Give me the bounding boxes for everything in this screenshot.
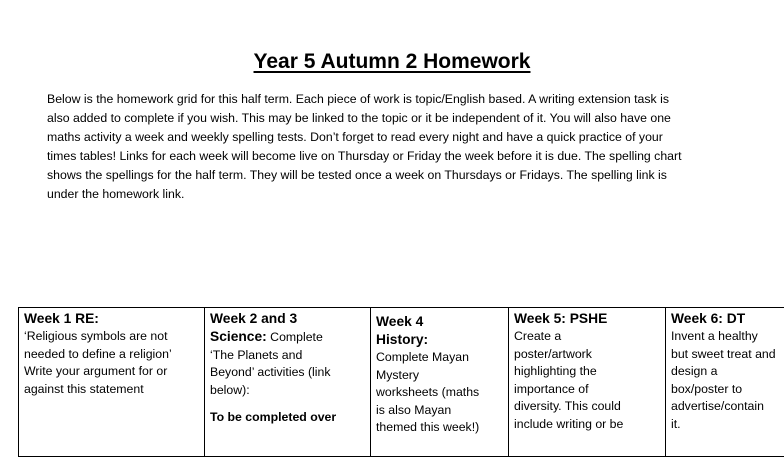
week-4-text: Mystery — [376, 367, 504, 385]
week-1-text: against this statement — [24, 381, 200, 399]
week-5-text: highlighting the — [514, 363, 661, 381]
week-4-cell — [371, 308, 509, 457]
week-5-text: diversity. This could — [514, 398, 661, 416]
week-5-text: Create a — [514, 328, 661, 346]
week-2-3-heading: Week 2 and 3 — [210, 310, 366, 328]
week-6-heading: Week 6: DT — [671, 310, 784, 328]
week-2-3-text: ‘The Planets and — [210, 347, 366, 365]
intro-line: also added to complete if you wish. This may be linked to the topic or it be independent of it. You will also have one — [47, 109, 747, 128]
week-4-text: Complete Mayan — [376, 349, 504, 367]
week-6-text: advertise/contain — [671, 398, 784, 416]
week-2-3-subject-line — [210, 328, 366, 347]
homework-grid-row — [19, 308, 784, 457]
week-6-text: it. — [671, 416, 784, 434]
week-6-text: Invent a healthy — [671, 328, 784, 346]
week-5-heading: Week 5: PSHE — [514, 310, 661, 328]
week-1-text: needed to define a religion’ — [24, 346, 200, 364]
week-1-text: ‘Religious symbols are not — [24, 328, 200, 346]
week-6-text: but sweet treat and — [671, 346, 784, 364]
spacer — [210, 399, 366, 409]
week-1-text: Write your argument for or — [24, 363, 200, 381]
week-5-cell — [509, 308, 666, 457]
page-title: Year 5 Autumn 2 Homework — [0, 50, 784, 74]
week-4-subject: History: — [376, 331, 504, 349]
week-1-cell — [19, 308, 205, 457]
homework-grid — [18, 307, 784, 457]
week-6-text: design a — [671, 363, 784, 381]
intro-line: under the homework link. — [47, 185, 747, 204]
week-4-text: worksheets (maths — [376, 384, 504, 402]
intro-line: Below is the homework grid for this half term. Each piece of work is topic/English based. A writing extension task is — [47, 90, 747, 109]
intro-paragraph — [47, 90, 747, 205]
week-2-3-text: Beyond’ activities (link — [210, 364, 366, 382]
week-5-text: poster/artwork — [514, 346, 661, 364]
week-5-text: include writing or be — [514, 416, 661, 434]
week-4-text: themed this week!) — [376, 419, 504, 437]
week-2-3-subject: Science: — [210, 329, 267, 344]
intro-line: shows the spellings for the half term. They will be tested once a week on Thursdays or Fridays. The spelling link is — [47, 166, 747, 185]
week-5-text: importance of — [514, 381, 661, 399]
week-6-cell — [666, 308, 784, 457]
week-4-heading: Week 4 — [376, 310, 504, 331]
week-2-3-subject-rest: Complete — [267, 330, 323, 344]
week-1-heading: Week 1 RE: — [24, 310, 200, 328]
week-6-text: box/poster to — [671, 381, 784, 399]
intro-line: times tables! Links for each week will become live on Thursday or Friday the week before it is due. The spelling chart — [47, 147, 747, 166]
week-2-3-text: below): — [210, 382, 366, 400]
intro-line: maths activity a week and weekly spelling tests. Don’t forget to read every night and have a quick practice of your — [47, 128, 747, 147]
week-2-3-cell — [205, 308, 371, 457]
week-4-text: is also Mayan — [376, 402, 504, 420]
week-2-3-note: To be completed over — [210, 409, 366, 427]
